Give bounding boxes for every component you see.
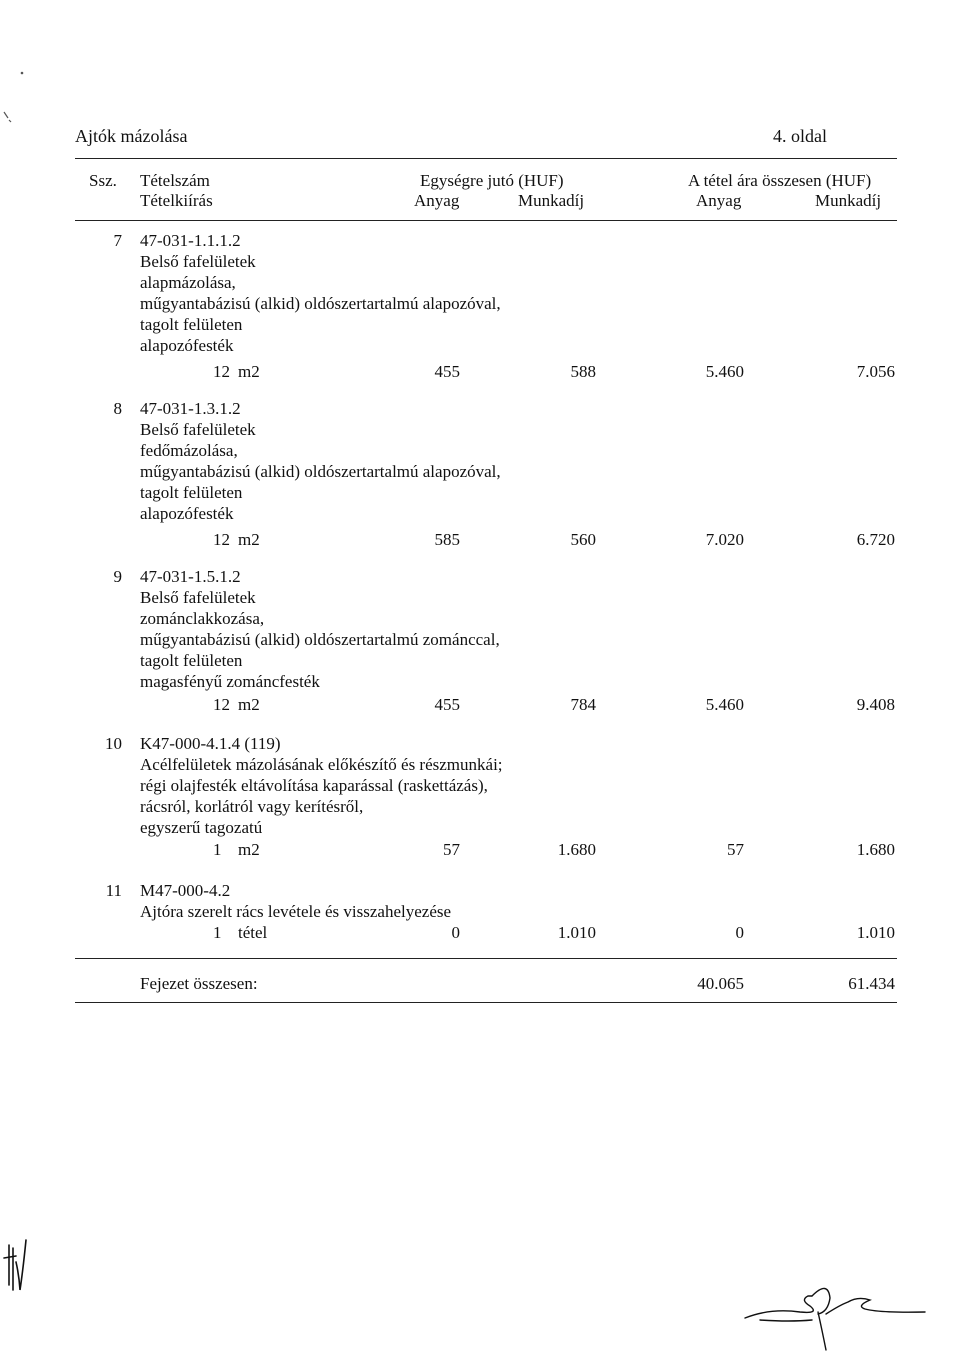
total-labor: 9.408 [856, 695, 895, 714]
unit-labor: 784 [570, 695, 596, 714]
document-title: Ajtók mázolása [75, 126, 188, 146]
item-description-line: Acélfelületek mázolásának előkészítő és részmunkái; [140, 755, 503, 774]
item-description-line: Ajtóra szerelt rács levétele és visszahelyezése [140, 902, 452, 921]
total-material: 57 [727, 840, 744, 859]
col-total-anyag: Anyag [696, 191, 742, 210]
unit-labor: 560 [570, 530, 596, 549]
item-code: M47-000-4.2 [140, 881, 231, 900]
item-description-line: rácsról, korlátról vagy kerítésről, [140, 797, 364, 816]
unit-labor: 588 [570, 362, 596, 381]
summary-total-labor: 61.434 [848, 974, 895, 993]
total-labor: 1.010 [856, 923, 895, 942]
row-number: 8 [113, 399, 122, 418]
unit: m2 [238, 840, 260, 859]
col-total-munkadij: Munkadíj [815, 191, 882, 210]
item-description-line: Belső fafelületek [140, 420, 256, 439]
item-description-line: műgyantabázisú (alkid) oldószertartalmú zománccal, [140, 630, 500, 649]
summary-total-material: 40.065 [697, 974, 744, 993]
row-number: 10 [105, 734, 122, 753]
total-material: 7.020 [705, 530, 744, 549]
scan-dot-mark [21, 72, 24, 75]
item-description-line: Belső fafelületek [140, 252, 256, 271]
item-description-line: alapozófesték [140, 504, 234, 523]
item-description-line: alapozófesték [140, 336, 234, 355]
item-description-line: tagolt felületen [140, 483, 243, 502]
col-tetelkiiras: Tételkiírás [140, 191, 213, 210]
row-number: 7 [113, 231, 122, 250]
total-material: 5.460 [705, 362, 744, 381]
unit-labor: 1.680 [557, 840, 596, 859]
col-ssz: Ssz. [89, 171, 117, 190]
item-description-line: egyszerű tagozatú [140, 818, 263, 837]
scan-tick-mark [4, 112, 11, 122]
unit-material: 585 [434, 530, 460, 549]
page-number: 4. oldal [773, 126, 827, 146]
handwritten-initials [4, 1240, 26, 1290]
total-labor: 1.680 [856, 840, 895, 859]
unit: m2 [238, 362, 260, 381]
unit: m2 [238, 530, 260, 549]
item-description-line: zománclakkozása, [140, 609, 265, 628]
col-unit-anyag: Anyag [414, 191, 460, 210]
total-labor: 7.056 [856, 362, 895, 381]
item-description-line: fedőmázolása, [140, 441, 238, 460]
col-tetelszam: Tételszám [140, 171, 210, 190]
row-number: 11 [105, 881, 122, 900]
total-material: 5.460 [705, 695, 744, 714]
handwritten-signature [745, 1288, 925, 1350]
item-description-line: alapmázolása, [140, 273, 236, 292]
col-unit-munkadij: Munkadíj [518, 191, 585, 210]
quantity: 12 [213, 695, 230, 714]
summary-label: Fejezet összesen: [140, 974, 258, 993]
unit: tétel [238, 923, 268, 942]
unit-material: 0 [451, 923, 460, 942]
quantity: 12 [213, 530, 230, 549]
unit: m2 [238, 695, 260, 714]
quantity: 1 [213, 840, 222, 859]
total-material: 0 [735, 923, 744, 942]
col-unit-price-group: Egységre jutó (HUF) [420, 171, 564, 190]
item-description-line: tagolt felületen [140, 651, 243, 670]
item-description-line: műgyantabázisú (alkid) oldószertartalmú alapozóval, [140, 294, 501, 313]
item-description-line: Belső fafelületek [140, 588, 256, 607]
item-code: K47-000-4.1.4 (119) [140, 734, 281, 753]
unit-material: 455 [434, 695, 460, 714]
quantity: 12 [213, 362, 230, 381]
unit-material: 455 [434, 362, 460, 381]
item-code: 47-031-1.1.1.2 [140, 231, 241, 250]
item-description-line: műgyantabázisú (alkid) oldószertartalmú alapozóval, [140, 462, 501, 481]
item-code: 47-031-1.3.1.2 [140, 399, 241, 418]
item-description-line: régi olajfesték eltávolítása kaparással (raskettázás), [140, 776, 488, 795]
row-number: 9 [113, 567, 122, 586]
unit-labor: 1.010 [557, 923, 596, 942]
total-labor: 6.720 [856, 530, 895, 549]
item-description-line: tagolt felületen [140, 315, 243, 334]
item-code: 47-031-1.5.1.2 [140, 567, 241, 586]
item-description-line: magasfényű zománcfesték [140, 672, 320, 691]
unit-material: 57 [443, 840, 460, 859]
col-total-group: A tétel ára összesen (HUF) [688, 171, 872, 190]
quantity: 1 [213, 923, 222, 942]
